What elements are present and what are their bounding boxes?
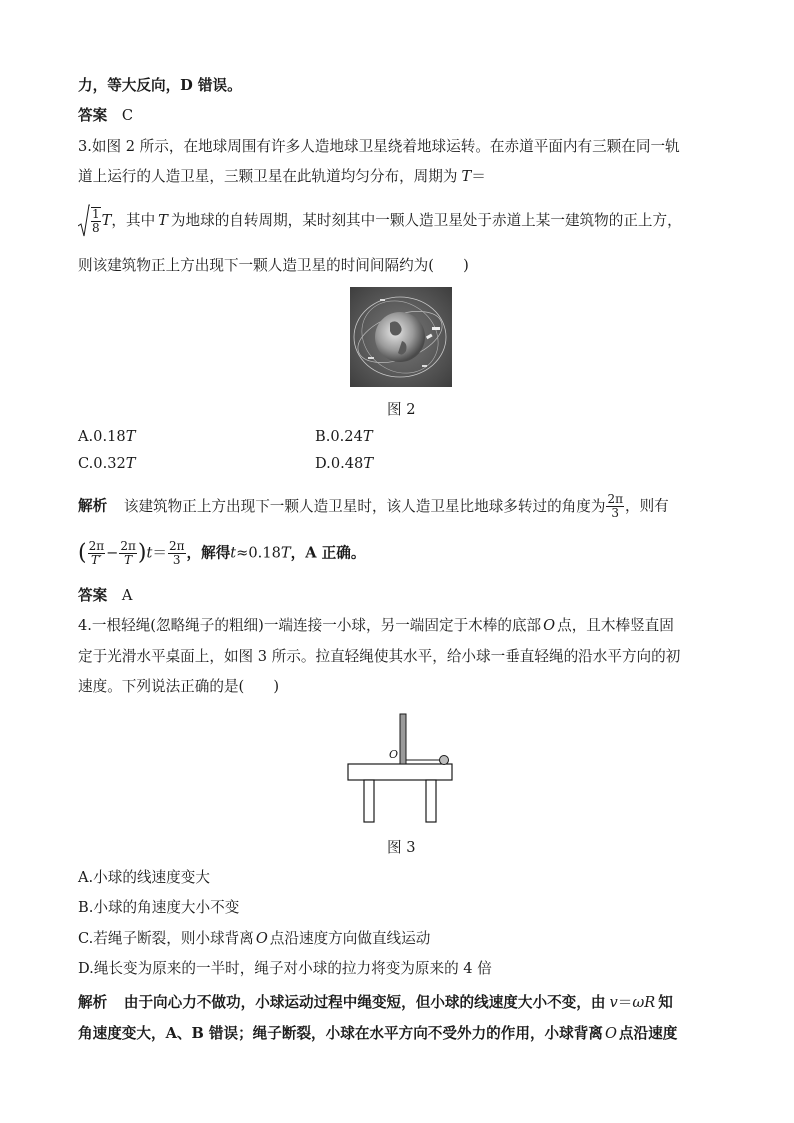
text: 力，等大反向，D 错误。: [78, 77, 242, 94]
sqrt-symbol: [78, 204, 102, 238]
text-line: [78, 76, 242, 96]
question-4-option-b: B.小球的角速度大小不变: [78, 899, 240, 916]
solution-3-line-1: 解析 该建筑物正上方出现下一颗人造卫星时，该人造卫星比地球多转过的角度为 $\frac{2\pi}{3}$ ，则有: [78, 492, 669, 520]
solution-label: 解析: [78, 994, 108, 1011]
option-d: D.0.48T: [315, 455, 374, 472]
answer-label: 答案: [78, 107, 108, 124]
question-4-line-1: 4.一根轻绳(忽略绳子的粗细)一端连接一小球，另一端固定于木棒的底部 O 点，且木棒竖直固: [78, 617, 674, 634]
fraction: $\frac{2\pi}{T'}$: [88, 539, 105, 567]
question-4-option-a: A.小球的线速度变大: [78, 869, 210, 886]
figure-2-earth-image: [350, 287, 452, 387]
solution-4-line-1: 解析 由于向心力不做功，小球运动过程中绳变短，但小球的线速度大小不变，由 v＝ωR 知: [78, 994, 673, 1011]
answer-label: 答案: [78, 587, 108, 604]
table-top: [348, 764, 452, 780]
options-row-2: [78, 454, 374, 474]
question-3-line-1: 3.如图 2 所示，在地球周围有许多人造地球卫星绕着地球运转。在赤道平面内有三颗在同一轨: [78, 138, 680, 155]
wooden-stick: [400, 714, 406, 764]
table-leg: [426, 780, 436, 822]
answer-line: [78, 106, 133, 126]
question-4-option-c: C.若绳子断裂，则小球背离 O 点沿速度方向做直线运动: [78, 930, 431, 947]
question-3-line-4: 则该建筑物正上方出现下一颗人造卫星的时间间隔约为( ): [78, 257, 469, 274]
figure-2-caption: 图 2: [387, 401, 416, 418]
solution-4-line-2: 角速度变大，A、B 错误；绳子断裂，小球在水平方向不受外力的作用，小球背离 O 点沿速度: [78, 1025, 678, 1042]
ball: [440, 756, 449, 765]
solution-3-equation: ( $\frac{2\pi}{T'}$ − $\frac{2\pi}{T}$ )t＝ $\frac{2\pi}{3}$ ，解得t≈0.18T，A 正确。: [78, 539, 366, 567]
question-4-line-2: 定于光滑水平桌面上，如图 3 所示。拉直轻绳使其水平，给小球一垂直轻绳的沿水平方向的初: [78, 648, 681, 665]
fraction: $\frac{2\pi}{T}$: [120, 539, 136, 567]
figure-3-table-diagram: [346, 712, 456, 824]
figure-3-caption: 图 3: [387, 839, 416, 856]
question-3-line-2: 道上运行的人造卫星，三颗卫星在此轨道均匀分布，周期为 T＝: [78, 168, 486, 185]
options-row-1: [78, 427, 373, 447]
question-4-line-3: 速度。下列说法正确的是( ): [78, 678, 280, 695]
answer-line: [78, 586, 132, 606]
question-4-option-d: D.绳长变为原来的一半时，绳子对小球的拉力将变为原来的 4 倍: [78, 960, 492, 977]
question-3-line-3: $\frac{1}{8}$ T，其中 T 为地球的自转周期，某时刻其中一颗人造卫星处于赤道上某一建筑物的正上方，: [78, 204, 682, 238]
earth-satellite-illustration: [350, 287, 452, 387]
fraction: $\frac{2\pi}{3}$: [607, 492, 623, 520]
table-leg: [364, 780, 374, 822]
solution-label: 解析: [78, 497, 108, 515]
fraction: $\frac{2\pi}{3}$: [168, 539, 185, 567]
option-b: B.0.24T: [315, 428, 373, 445]
radical-sign: [78, 204, 90, 238]
answer-value: C: [121, 107, 134, 124]
option-a: A.0.18T: [78, 428, 136, 445]
table-stick-ball-drawing: [346, 712, 456, 824]
answer-value: A: [121, 587, 133, 604]
option-c: C.0.32T: [78, 455, 136, 472]
fraction: $\frac{1}{8}$: [92, 207, 100, 235]
point-o-label: O: [389, 748, 399, 761]
